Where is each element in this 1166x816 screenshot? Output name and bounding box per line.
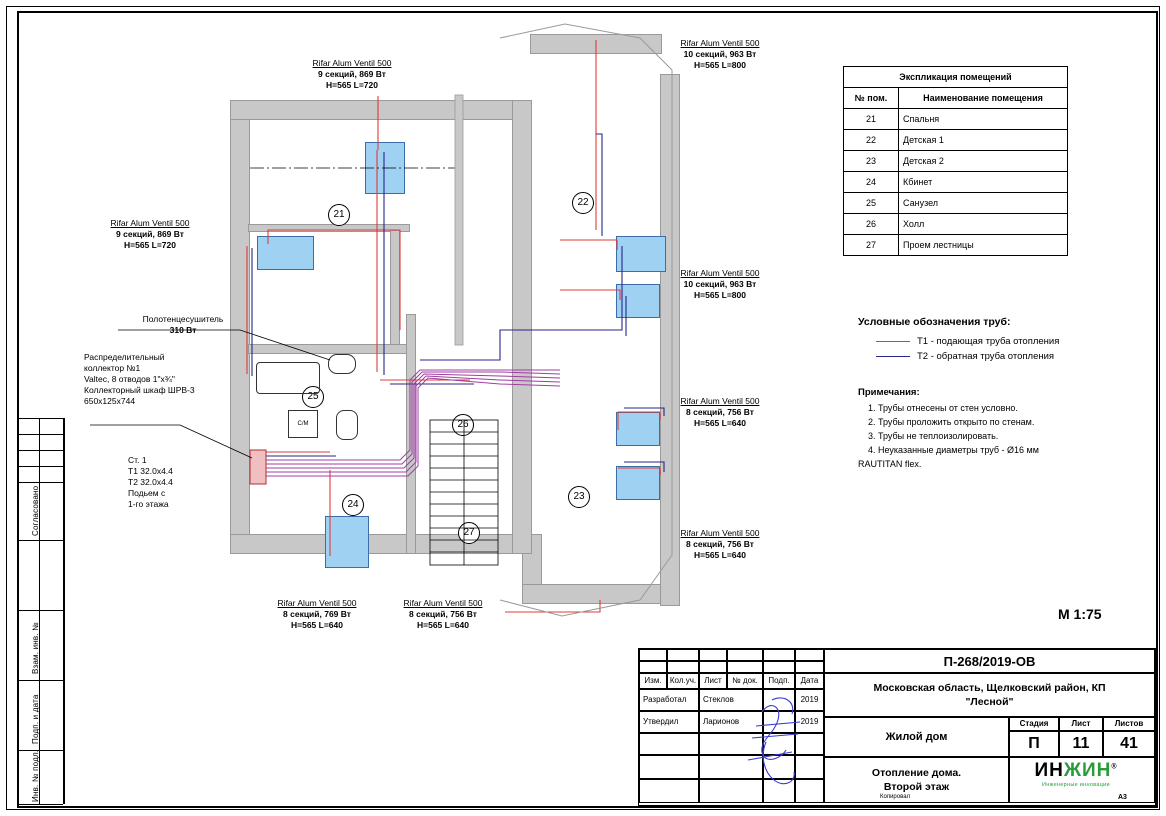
role-row-blank-3a	[639, 779, 699, 803]
legend-swatch-t2	[876, 356, 910, 357]
radiator-label-r7-power: 8 секций, 769 Вт	[283, 609, 351, 619]
company-logo	[1001, 752, 1151, 796]
drawing-scale: М 1:75	[1058, 606, 1102, 622]
revision-row-blank-1	[639, 649, 667, 661]
note-item-4: 4. Неуказанные диаметры труб - Ø16 мм	[878, 444, 1158, 457]
wall-outer-top	[230, 100, 532, 120]
callout-manifold-l5: 650х125х744	[84, 396, 136, 406]
explication-num-26: 26	[844, 214, 899, 235]
revision-row-blank-2	[667, 649, 699, 661]
col-data: Дата	[795, 673, 824, 689]
document-code: П-268/2019-ОВ	[824, 649, 1155, 673]
room-bubble-27: 27	[458, 522, 480, 544]
role-row-blank-2a	[639, 755, 699, 779]
radiator-label-r7-model: Rifar Alum Ventil 500	[277, 598, 357, 608]
radiator-r6	[616, 466, 660, 500]
revision-row-blank-7	[639, 661, 667, 673]
radiator-label-r5-size: H=565 L=640	[694, 418, 746, 428]
col-koluch: Кол.уч.	[667, 673, 699, 689]
radiator-label-r3-model: Rifar Alum Ventil 500	[110, 218, 190, 228]
radiator-label-r2-model: Rifar Alum Ventil 500	[680, 38, 760, 48]
radiator-r7	[325, 516, 369, 568]
explication-name-22: Детская 1	[899, 130, 1068, 151]
radiator-label-r8	[358, 598, 528, 631]
role-row-blank-1d	[795, 733, 824, 755]
note-item-1: 1. Трубы отнесены от стен условно.	[878, 402, 1158, 415]
callout-manifold-l2: коллектор №1	[84, 363, 141, 373]
revision-row-blank-8	[667, 661, 699, 673]
revision-row-blank-10	[727, 661, 763, 673]
radiator-label-r8-size: H=565 L=640	[417, 620, 469, 630]
explication-num-25: 25	[844, 193, 899, 214]
explication-title: Экспликация помещений	[844, 67, 1068, 88]
role-row-blank-1c	[763, 733, 795, 755]
sink-fixture	[328, 354, 356, 374]
explication-name-21: Спальня	[899, 109, 1068, 130]
explication-name-24: Кбинет	[899, 172, 1068, 193]
room-bubble-25: 25	[302, 386, 324, 408]
revision-row-blank-5	[763, 649, 795, 661]
radiator-label-r1-model: Rifar Alum Ventil 500	[312, 58, 392, 68]
company-logo-word-right: ЖИН	[1063, 760, 1112, 781]
company-logo-word-left: ИН	[1034, 760, 1064, 781]
left-margin-inv: Инв. № подл.	[31, 749, 40, 802]
pipe-legend-title: Условные обозначения труб:	[858, 316, 1011, 328]
company-logo-word	[1034, 760, 1117, 782]
role-row-blank-2b	[699, 755, 763, 779]
radiator-label-r4	[625, 268, 815, 301]
radiator-label-r2	[625, 38, 815, 71]
washing-machine-fixture: С/М	[288, 410, 318, 438]
callout-riser	[128, 455, 173, 510]
notes-tail: RAUTITAN flex.	[858, 459, 922, 469]
explication-name-25: Санузел	[899, 193, 1068, 214]
note-item-2: 2. Трубы проложить открыто по стенам.	[878, 416, 1158, 429]
radiator-label-r2-size: H=565 L=800	[694, 60, 746, 70]
revision-row-blank-11	[763, 661, 795, 673]
table-row	[844, 193, 1068, 214]
explication-num-27: 27	[844, 235, 899, 256]
explication-num-24: 24	[844, 172, 899, 193]
radiator-label-r2-power: 10 секций, 963 Вт	[683, 49, 757, 59]
note-item-3: 3. Трубы не теплоизолировать.	[878, 430, 1158, 443]
radiator-label-r1-power: 9 секций, 869 Вт	[318, 69, 386, 79]
revision-row-blank-3	[699, 649, 727, 661]
role-label-approver: Утвердил	[639, 711, 699, 733]
radiator-label-r3	[60, 218, 240, 251]
role-row-blank-1a	[639, 733, 699, 755]
role-sign-developer	[763, 689, 795, 711]
role-sign-approver	[763, 711, 795, 733]
revision-row-blank-12	[795, 661, 824, 673]
role-row-blank-3d	[795, 779, 824, 803]
radiator-label-r8-power: 8 секций, 756 Вт	[409, 609, 477, 619]
legend-label-t1: Т1 - подающая труба отопления	[917, 336, 1060, 347]
radiator-label-r5-power: 8 секций, 756 Вт	[686, 407, 754, 417]
legend-item-t1	[876, 336, 1148, 347]
copy-label: Копировал	[880, 794, 911, 800]
role-date-approver: 2019	[795, 711, 824, 733]
callout-manifold-l1: Распределительный	[84, 352, 165, 362]
explication-num-21: 21	[844, 109, 899, 130]
role-date-developer: 2019	[795, 689, 824, 711]
explication-name-27: Проем лестницы	[899, 235, 1068, 256]
table-row	[844, 151, 1068, 172]
role-label-developer: Разработал	[639, 689, 699, 711]
table-row	[844, 235, 1068, 256]
role-row-blank-1b	[699, 733, 763, 755]
wall-east-block	[660, 74, 680, 606]
callout-manifold-l4: Коллекторный шкаф ШРВ-3	[84, 385, 195, 395]
role-row-blank-3b	[699, 779, 763, 803]
toilet-fixture	[336, 410, 358, 440]
explication-name-26: Холл	[899, 214, 1068, 235]
role-name-developer: Стеклов	[699, 689, 763, 711]
radiator-label-r5	[625, 396, 815, 429]
left-margin-podp: Подп. и дата	[31, 694, 40, 744]
wall-partition-top	[248, 224, 410, 232]
callout-towel-dryer	[118, 314, 248, 336]
table-row	[844, 214, 1068, 235]
table-row	[844, 172, 1068, 193]
callout-riser-l3: Т2 32.0х4.4	[128, 477, 173, 487]
object-name-line2: "Лесной"	[965, 696, 1014, 708]
legend-swatch-t1	[876, 341, 910, 342]
radiator-label-r4-size: H=565 L=800	[694, 290, 746, 300]
explication-table	[843, 66, 1068, 256]
object-name	[824, 673, 1155, 717]
radiator-label-r3-power: 9 секций, 869 Вт	[116, 229, 184, 239]
room-bubble-26: 26	[452, 414, 474, 436]
radiator-label-r6-power: 8 секций, 756 Вт	[686, 539, 754, 549]
left-margin-stamp	[17, 418, 65, 804]
format-label: А3	[1118, 794, 1127, 801]
revision-row-blank-9	[699, 661, 727, 673]
revision-row-blank-6	[795, 649, 824, 661]
section-title	[824, 757, 1009, 803]
stamp-value-stage: П	[1009, 731, 1059, 757]
stamp-value-sheet: 11	[1059, 731, 1103, 757]
bathtub-fixture	[256, 362, 320, 394]
radiator-r4-upper	[616, 236, 666, 272]
wall-bottom-right	[522, 584, 674, 604]
callout-manifold	[84, 352, 195, 407]
radiator-label-r5-model: Rifar Alum Ventil 500	[680, 396, 760, 406]
stamp-header-sheets: Листов	[1103, 717, 1155, 731]
role-name-approver: Ларионов	[699, 711, 763, 733]
room-bubble-24: 24	[342, 494, 364, 516]
col-numdoc: № док.	[727, 673, 763, 689]
callout-manifold-l3: Valtec, 8 отводов 1"х¾"	[84, 374, 175, 384]
col-izm: Изм.	[639, 673, 667, 689]
radiator-label-r6	[625, 528, 815, 561]
explication-header-name: Наименование помещения	[899, 88, 1068, 109]
building-name: Жилой дом	[824, 717, 1009, 757]
callout-riser-l2: Т1 32.0х4.4	[128, 466, 173, 476]
wall-stair-left	[406, 314, 416, 554]
role-row-blank-2c	[763, 755, 795, 779]
col-podp: Подп.	[763, 673, 795, 689]
role-row-blank-3c	[763, 779, 795, 803]
stamp-value-sheets: 41	[1103, 731, 1155, 757]
room-bubble-23: 23	[568, 486, 590, 508]
section-title-line1: Отопление дома.	[871, 767, 962, 779]
left-margin-soglasovano: Согласовано	[31, 485, 40, 536]
wall-partition-bath	[390, 230, 400, 352]
pipe-legend	[858, 316, 1148, 366]
revision-row-blank-4	[727, 649, 763, 661]
wall-mid-vertical	[512, 100, 532, 554]
radiator-label-r4-power: 10 секций, 963 Вт	[683, 279, 757, 289]
legend-label-t2: Т2 - обратная труба отопления	[917, 351, 1055, 362]
explication-header-num: № пом.	[844, 88, 899, 109]
radiator-label-r6-model: Rifar Alum Ventil 500	[680, 528, 760, 538]
room-bubble-22: 22	[572, 192, 594, 214]
radiator-label-r8-model: Rifar Alum Ventil 500	[403, 598, 483, 608]
radiator-label-r1-size: H=565 L=720	[326, 80, 378, 90]
room-bubble-21: 21	[328, 204, 350, 226]
radiator-r1	[365, 142, 405, 194]
radiator-r3	[257, 236, 314, 270]
callout-riser-l5: 1-го этажа	[128, 499, 169, 509]
radiator-label-r6-size: H=565 L=640	[694, 550, 746, 560]
stamp-header-sheet: Лист	[1059, 717, 1103, 731]
notes-block	[858, 386, 1158, 471]
wall-partition-hall	[248, 344, 410, 354]
explication-num-23: 23	[844, 151, 899, 172]
col-list: Лист	[699, 673, 727, 689]
object-name-line1: Московская область, Щелковский район, КП	[873, 682, 1106, 694]
explication-name-23: Детская 2	[899, 151, 1068, 172]
section-title-line2: Второй этаж	[883, 781, 950, 793]
role-row-blank-2d	[795, 755, 824, 779]
radiator-label-r7-size: H=565 L=640	[291, 620, 343, 630]
stamp-header-stage: Стадия	[1009, 717, 1059, 731]
table-row	[844, 130, 1068, 151]
radiator-label-r3-size: H=565 L=720	[124, 240, 176, 250]
callout-towel-dryer-title: Полотенцесушитель	[142, 314, 224, 324]
callout-riser-l4: Подьем с	[128, 488, 166, 498]
legend-item-t2	[876, 351, 1148, 362]
explication-num-22: 22	[844, 130, 899, 151]
notes-title: Примечания:	[858, 387, 920, 398]
registered-icon: ®	[1111, 763, 1118, 771]
table-row	[844, 109, 1068, 130]
callout-towel-dryer-power: 310 Вт	[169, 325, 197, 335]
callout-riser-l1: Ст. 1	[128, 455, 147, 465]
company-logo-tagline: Инженерные инновации	[1042, 782, 1110, 788]
radiator-label-r4-model: Rifar Alum Ventil 500	[680, 268, 760, 278]
left-margin-vzam: Взам. инв. №	[31, 622, 40, 674]
wall-outer-bottom	[230, 534, 542, 554]
radiator-label-r1	[262, 58, 442, 91]
